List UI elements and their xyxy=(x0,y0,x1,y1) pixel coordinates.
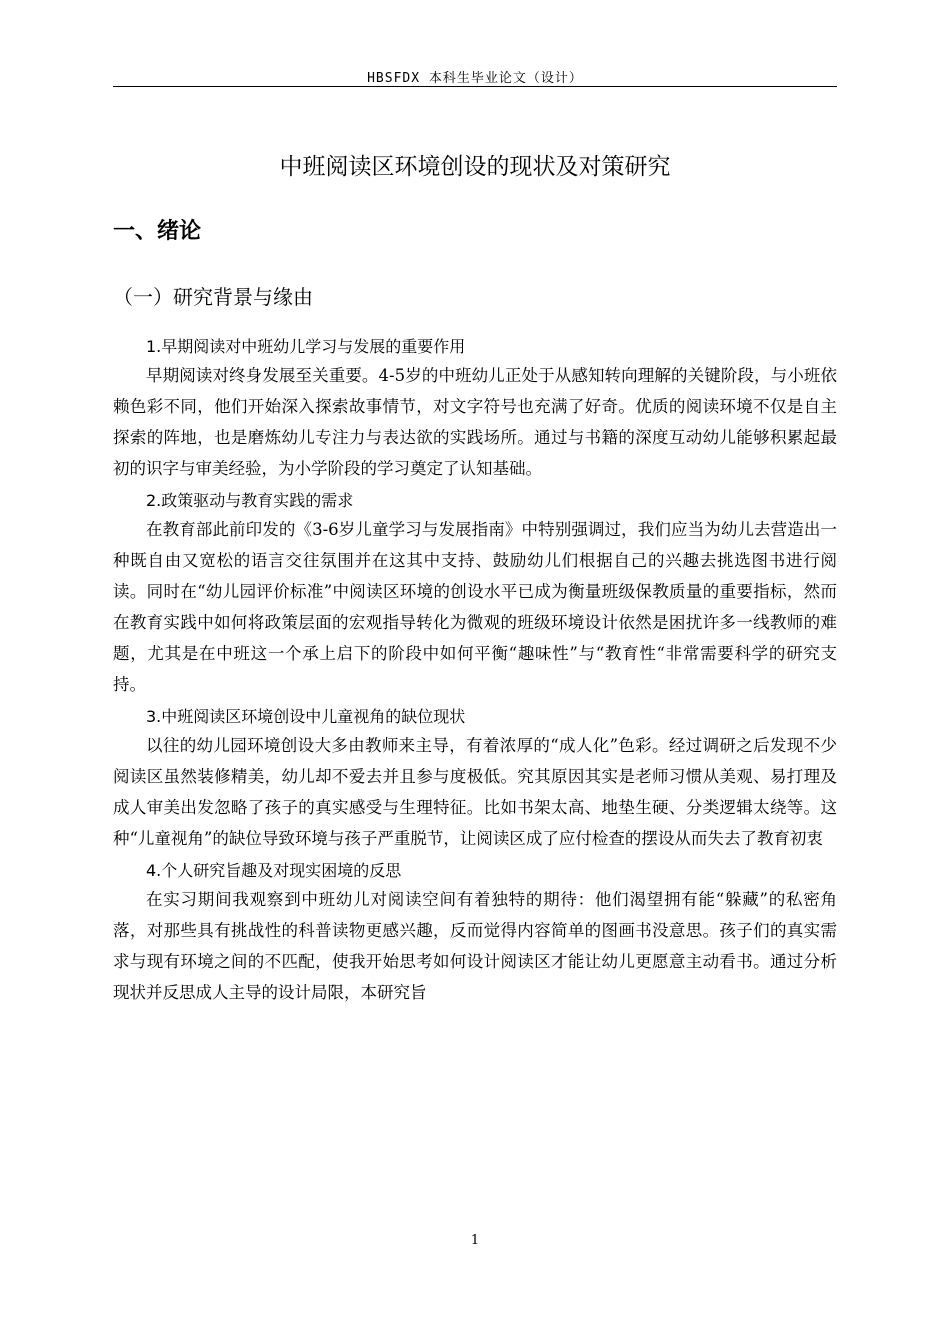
running-header: HBSFDX 本科生毕业论文（设计） xyxy=(367,71,583,86)
paragraph-3: 以往的幼儿园环境创设大多由教师来主导，有着浓厚的“成人化”色彩。经过调研之后发现不少阅读区虽然装修精美，幼儿却不爱去并且参与度极低。究其原因其实是老师习惯从美观、易打理及成人审美出发忽略了孩子的真实感受与生理特征。比如书架太高、地垫生硬、分类逻辑太绕等。这种“儿童视角”的缺位导致环境与孩子严重脱节，让阅读区成了应付检查的摆设从而失去了教育初衷 xyxy=(113,736,837,848)
header-divider xyxy=(113,86,837,87)
paragraph-2: 在教育部此前印发的《3-6岁儿童学习与发展指南》中特别强调过，我们应当为幼儿去营造出一种既自由又宽松的语言交往氛围并在这其中支持、鼓励幼儿们根据自己的兴趣去挑选图书进行阅读。同时在“幼儿园评价标准”中阅读区环境的创设水平已成为衡量班级保教质量的重要指标，然而在教育实践中如何将政策层面的宏观指导转化为微观的班级环境设计依然是困扰许多一线教师的难题，尤其是在中班这一个承上启下的阶段中如何平衡“趣味性”与“教育性“非常需要科学的研究支持。 xyxy=(113,520,837,694)
subsection-heading-4: 4.个人研究旨趣及对现实困境的反思 xyxy=(146,861,402,880)
paper-title: 中班阅读区环境创设的现状及对策研究 xyxy=(279,154,671,180)
section-heading: （一）研究背景与缘由 xyxy=(113,285,313,309)
page-number: 1 xyxy=(470,1233,480,1248)
subsection-heading-3: 3.中班阅读区环境创设中儿童视角的缺位现状 xyxy=(146,707,466,726)
paragraph-1: 早期阅读对终身发展至关重要。4-5岁的中班幼儿正处于从感知转向理解的关键阶段，与小班依赖色彩不同，他们开始深入探索故事情节，对文字符号也充满了好奇。优质的阅读环境不仅是自主探索的阵地，也是磨炼幼儿专注力与表达欲的实践场所。通过与书籍的深度互动幼儿能够积累起最初的识字与审美经验，为小学阶段的学习奠定了认知基础。 xyxy=(113,366,837,478)
subsection-heading-2: 2.政策驱动与教育实践的需求 xyxy=(146,491,354,510)
body-text xyxy=(113,334,837,1012)
subsection-heading-1: 1.早期阅读对中班幼儿学习与发展的重要作用 xyxy=(146,337,466,356)
chapter-heading: 一、绪论 xyxy=(113,219,202,244)
paragraph-4: 在实习期间我观察到中班幼儿对阅读空间有着独特的期待：他们渴望拥有能“躲藏”的私密角落，对那些具有挑战性的科普读物更感兴趣，反而觉得内容简单的图画书没意思。孩子们的真实需求与现有环境之间的不匹配，使我开始思考如何设计阅读区才能让幼儿更愿意主动看书。通过分析现状并反思成人主导的设计局限，本研究旨 xyxy=(113,890,837,1002)
